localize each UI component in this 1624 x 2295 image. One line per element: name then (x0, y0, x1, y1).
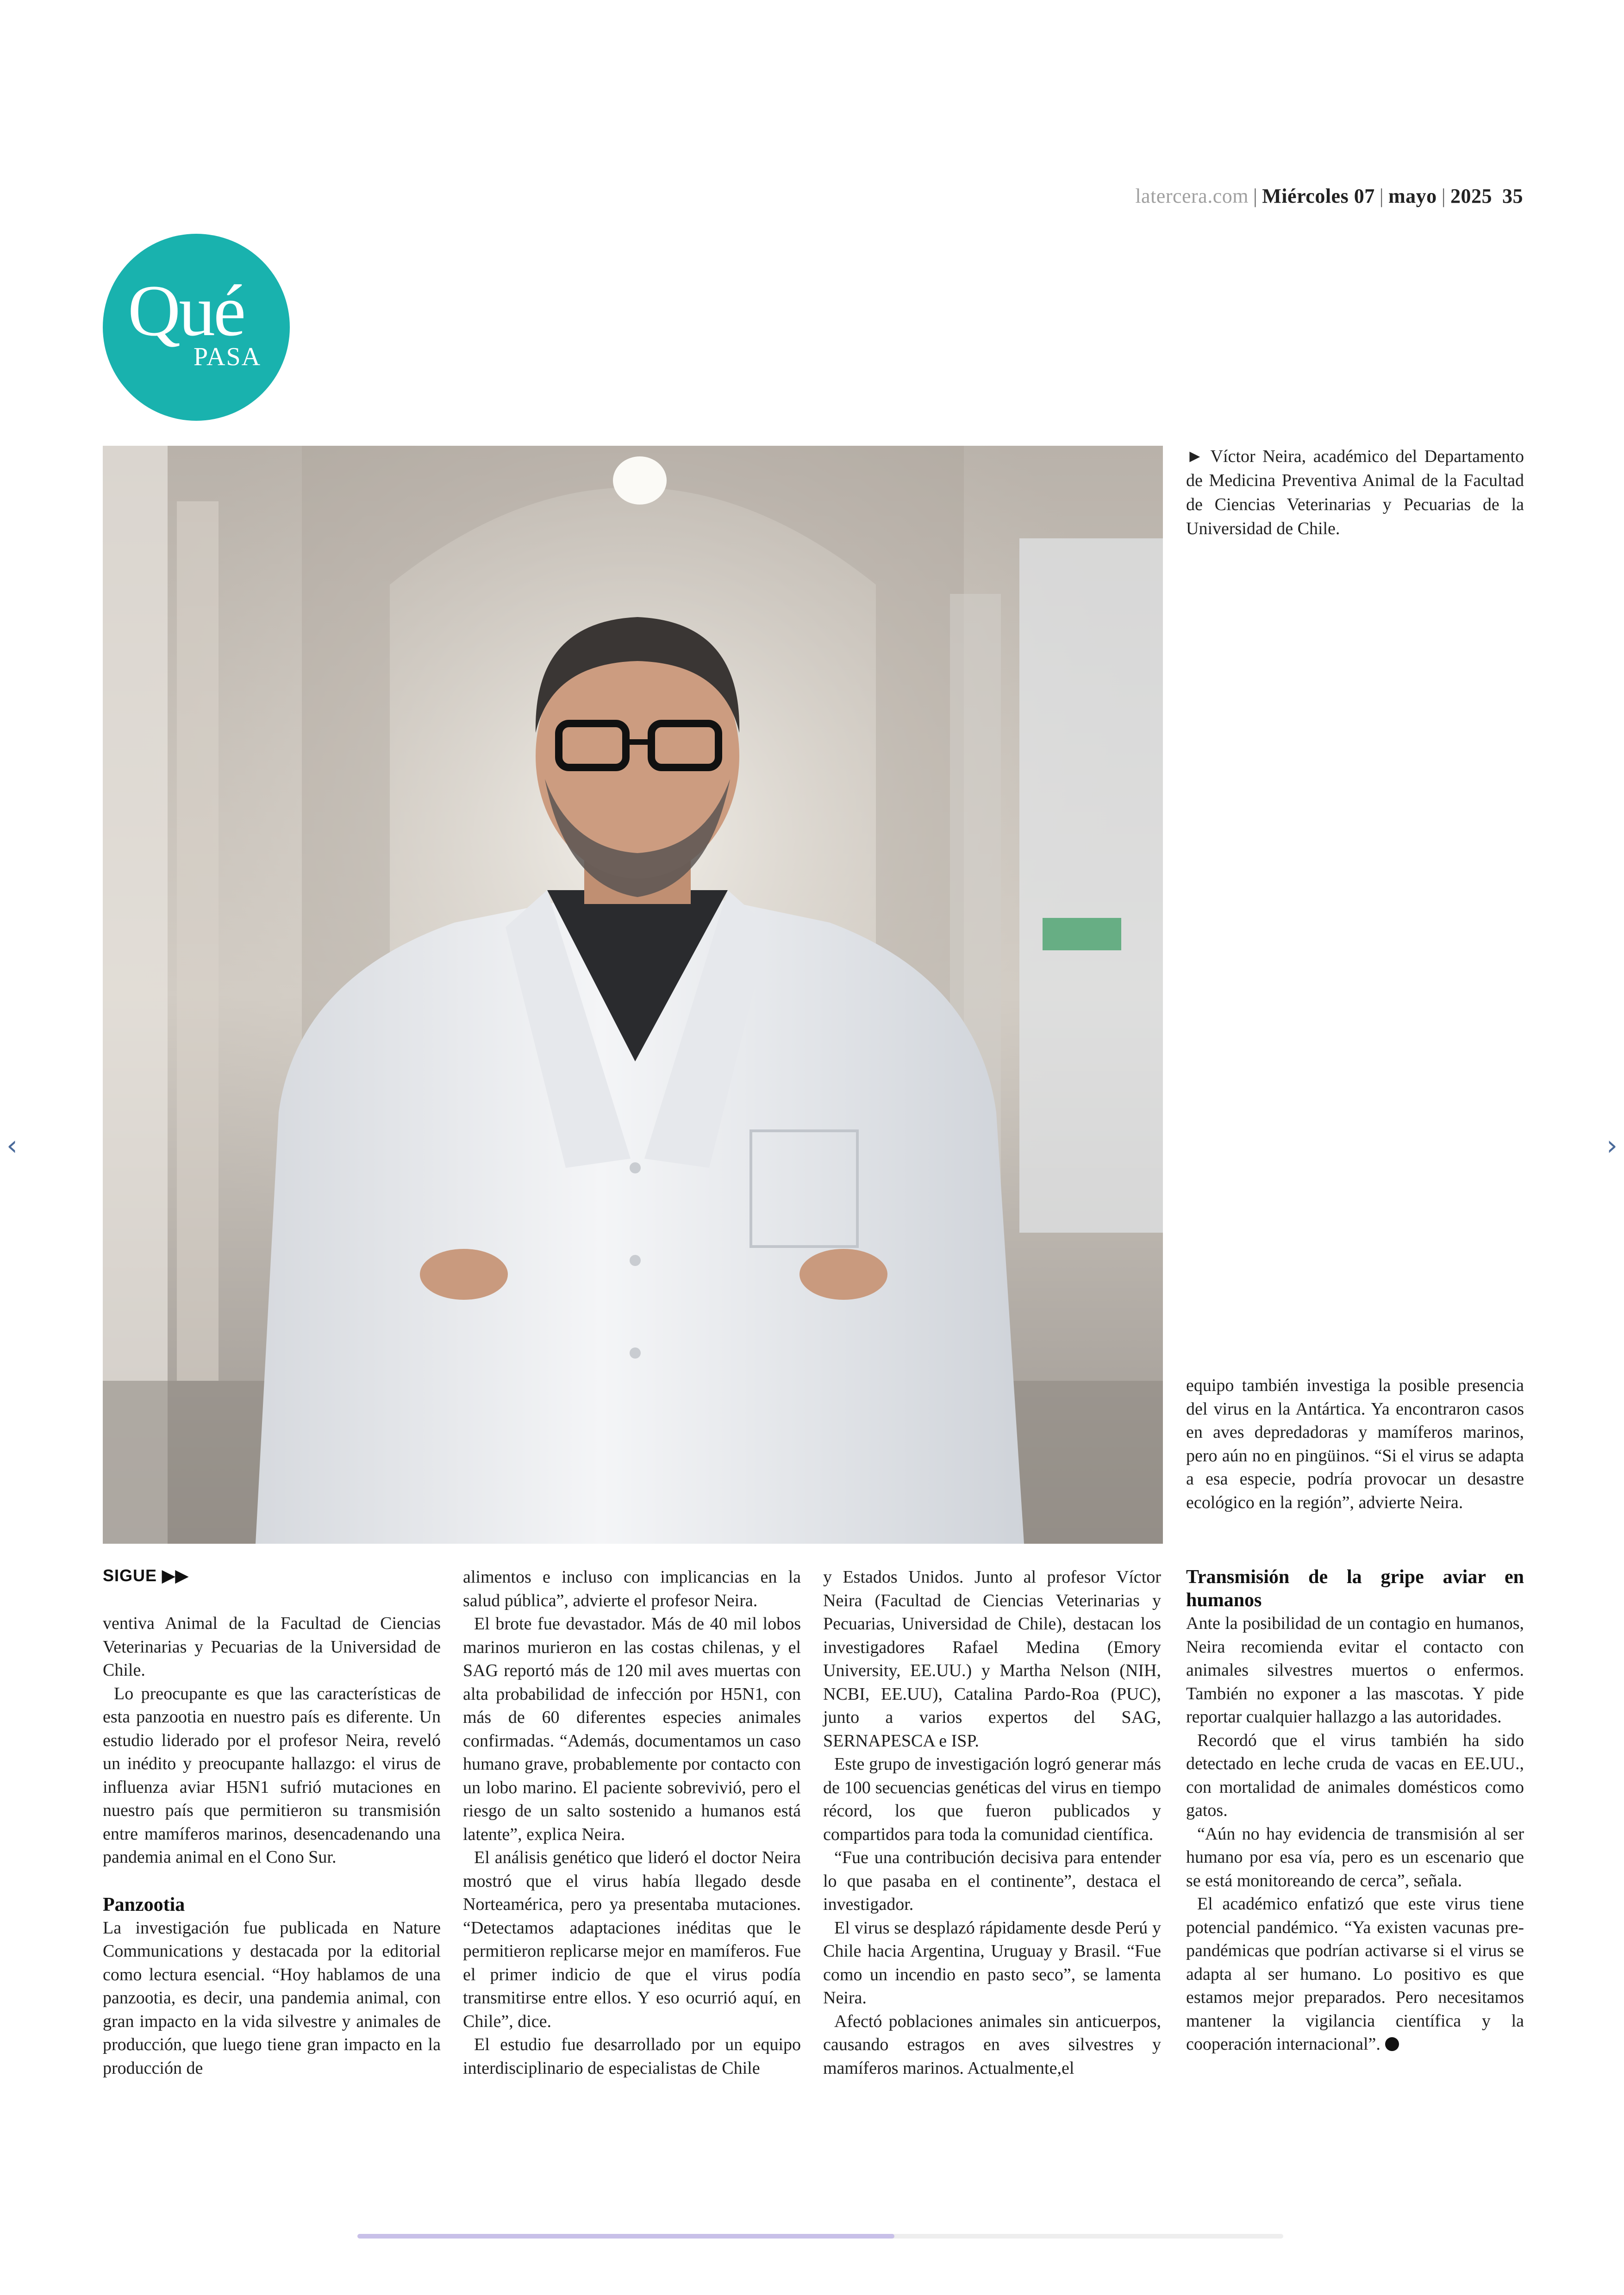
paragraph: Ante la posibilidad de un contagio en humanos, Neira recomienda evitar el contacto con animales silvestres muertos o enfermos. También no exponer a las mascotas. Y pide reportar cualquier hallazgo a las autoridades. (1186, 1614, 1524, 1727)
continue-marker: SIGUE ▶▶ (103, 1566, 189, 1585)
paragraph: alimentos e incluso con implicancias en la salud pública”, advierte el profesor Neira. (463, 1567, 801, 1610)
paragraph: Este grupo de investigación logró generar más de 100 secuencias genéticas del virus en tiempo récord, los que fueron publicados y compartidos para toda la comunidad científica. (823, 1754, 1161, 1844)
paragraph: equipo también investiga la posible presencia del virus en la Antártica. Ya encontraron casos en aves depredadoras y mamíferos marinos, pero aún no en pingüinos. “Si el virus se adapta a esa especie, podría provocar un desastre ecológico en la región”, advierte Neira. (1186, 1376, 1524, 1512)
paragraph-final (1186, 1892, 1524, 2056)
logo-que: Qué (128, 270, 244, 351)
header-month: mayo (1388, 185, 1437, 207)
site-name: latercera.com (1135, 185, 1249, 207)
article-column-4-top (1186, 1374, 1524, 1514)
que-pasa-logo (103, 234, 290, 421)
paragraph: ventiva Animal de la Facultad de Ciencias Veterinarias y Pecuarias de la Universidad de Chile. (103, 1614, 441, 1680)
paragraph: Afectó poblaciones animales sin anticuerpos, causando estragos en aves silvestres y mamíferos marinos. Actualmente,el (823, 2011, 1161, 2078)
article-column-3 (823, 1565, 1161, 2080)
photo-caption: ► Víctor Neira, académico del Departamento de Medicina Preventiva Animal de la Facultad de Ciencias Veterinarias y Pecuarias de la Universidad de Chile. (1186, 447, 1524, 538)
paragraph: Recordó que el virus también ha sido detectado en leche cruda de vacas en EE.UU., con mortalidad de animales domésticos como gatos. (1186, 1730, 1524, 1820)
page-header: latercera.com | Miércoles 07 | mayo | 2025 35 (1135, 185, 1523, 207)
header-day: Miércoles 07 (1262, 185, 1375, 207)
paragraph: El análisis genético que lideró el doctor Neira mostró que el virus había llegado desde Norteamérica, pero ya presentaba mutaciones. “Detectamos adaptaciones inéditas que le permitieron replicarse mejor en mamíferos. Fue el primer indicio de que el virus podía transmitirse entre ellos. Y eso ocurrió aquí, en Chile”, dice. (463, 1848, 801, 2031)
page-number: 35 (1502, 185, 1523, 207)
paragraph: El brote fue devastador. Más de 40 mil lobos marinos murieron en las costas chilenas, y el SAG reportó más de 120 mil aves muertas con alta probabilidad de infección por H5N1, con más de 60 diferentes especies animales confirmadas. “Además, documentamos un caso humano grave, probablemente por contacto con un lobo marino. El paciente sobrevivió, pero el riesgo de un salto sostenido a humanos está latente”, explica Neira. (463, 1614, 801, 1844)
paragraph: “Fue una contribución decisiva para entender lo que pasaba en el continente”, destaca el investigador. (823, 1848, 1161, 1914)
next-page-button[interactable]: › (1606, 1129, 1618, 1162)
paragraph: El estudio fue desarrollado por un equipo interdisciplinario de especialistas de Chile (463, 2035, 801, 2078)
previous-page-button[interactable]: ‹ (6, 1129, 18, 1162)
logo-pasa: PASA (194, 343, 262, 371)
article-column-2 (463, 1565, 801, 2080)
paragraph: Lo preocupante es que las características de esta panzootia en nuestro país es diferente. Un estudio liderado por el profesor Neira, reveló un inédito y preocupante hallazgo: el virus de influenza aviar H5N1 sufrió mutaciones en nuestro país que permitieron su transmisión entre mamíferos marinos, desencadenando una pandemia animal en el Cono Sur. (103, 1684, 441, 1867)
paragraph: “Aún no hay evidencia de transmisión al ser humano por esa vía, pero es un escenario que se está monitoreando de cerca”, señala. (1186, 1824, 1524, 1890)
scrollbar-thumb[interactable] (357, 2234, 894, 2239)
portrait-illustration (103, 446, 1163, 1544)
paragraph: y Estados Unidos. Junto al profesor Víctor Neira (Facultad de Ciencias Veterinarias y Pecuarias, Universidad de Chile), destacan los investigadores Rafael Medina (Emory University, EE.UU.) y Martha Nelson (NIH, NCBI, EE.UU), Catalina Pardo-Roa (PUC), junto a varios expertos del SAG, SERNAPESCA e ISP. (823, 1567, 1161, 1751)
paragraph: El virus se desplazó rápidamente desde Perú y Chile hacia Argentina, Uruguay y Brasil. “Fue como un incendio en pasto seco”, se lamenta Neira. (823, 1918, 1161, 2008)
paragraph: La investigación fue publicada en Nature Communications y destacada por la editorial como lectura esencial. “Hoy hablamos de una panzootia, es decir, una pandemia animal, con gran impacto en la vida silvestre y animales de producción, que luego tiene gran impacto en la producción de (103, 1918, 441, 2078)
portrait-photo (103, 446, 1163, 1544)
scrollbar-track[interactable] (357, 2234, 1283, 2239)
header-year: 2025 (1450, 185, 1492, 207)
end-mark-icon (1385, 2037, 1399, 2051)
subheading-panzootia: Panzootia (103, 1894, 185, 1915)
article-column-4 (1186, 1565, 1524, 2056)
subheading-transmision: Transmisión de la gripe aviar en humanos (1186, 1566, 1524, 1611)
paragraph-final-text: El académico enfatizó que este virus tiene potencial pandémico. “Ya existen vacunas pre-pandémicas que podrían activarse si el virus se adapta al ser humano. Lo positivo es que estamos mejor preparados. Pero necesitamos mantener la vigilancia científica y la cooperación internacional”. (1186, 1894, 1524, 2054)
article-column-1 (103, 1612, 441, 2080)
